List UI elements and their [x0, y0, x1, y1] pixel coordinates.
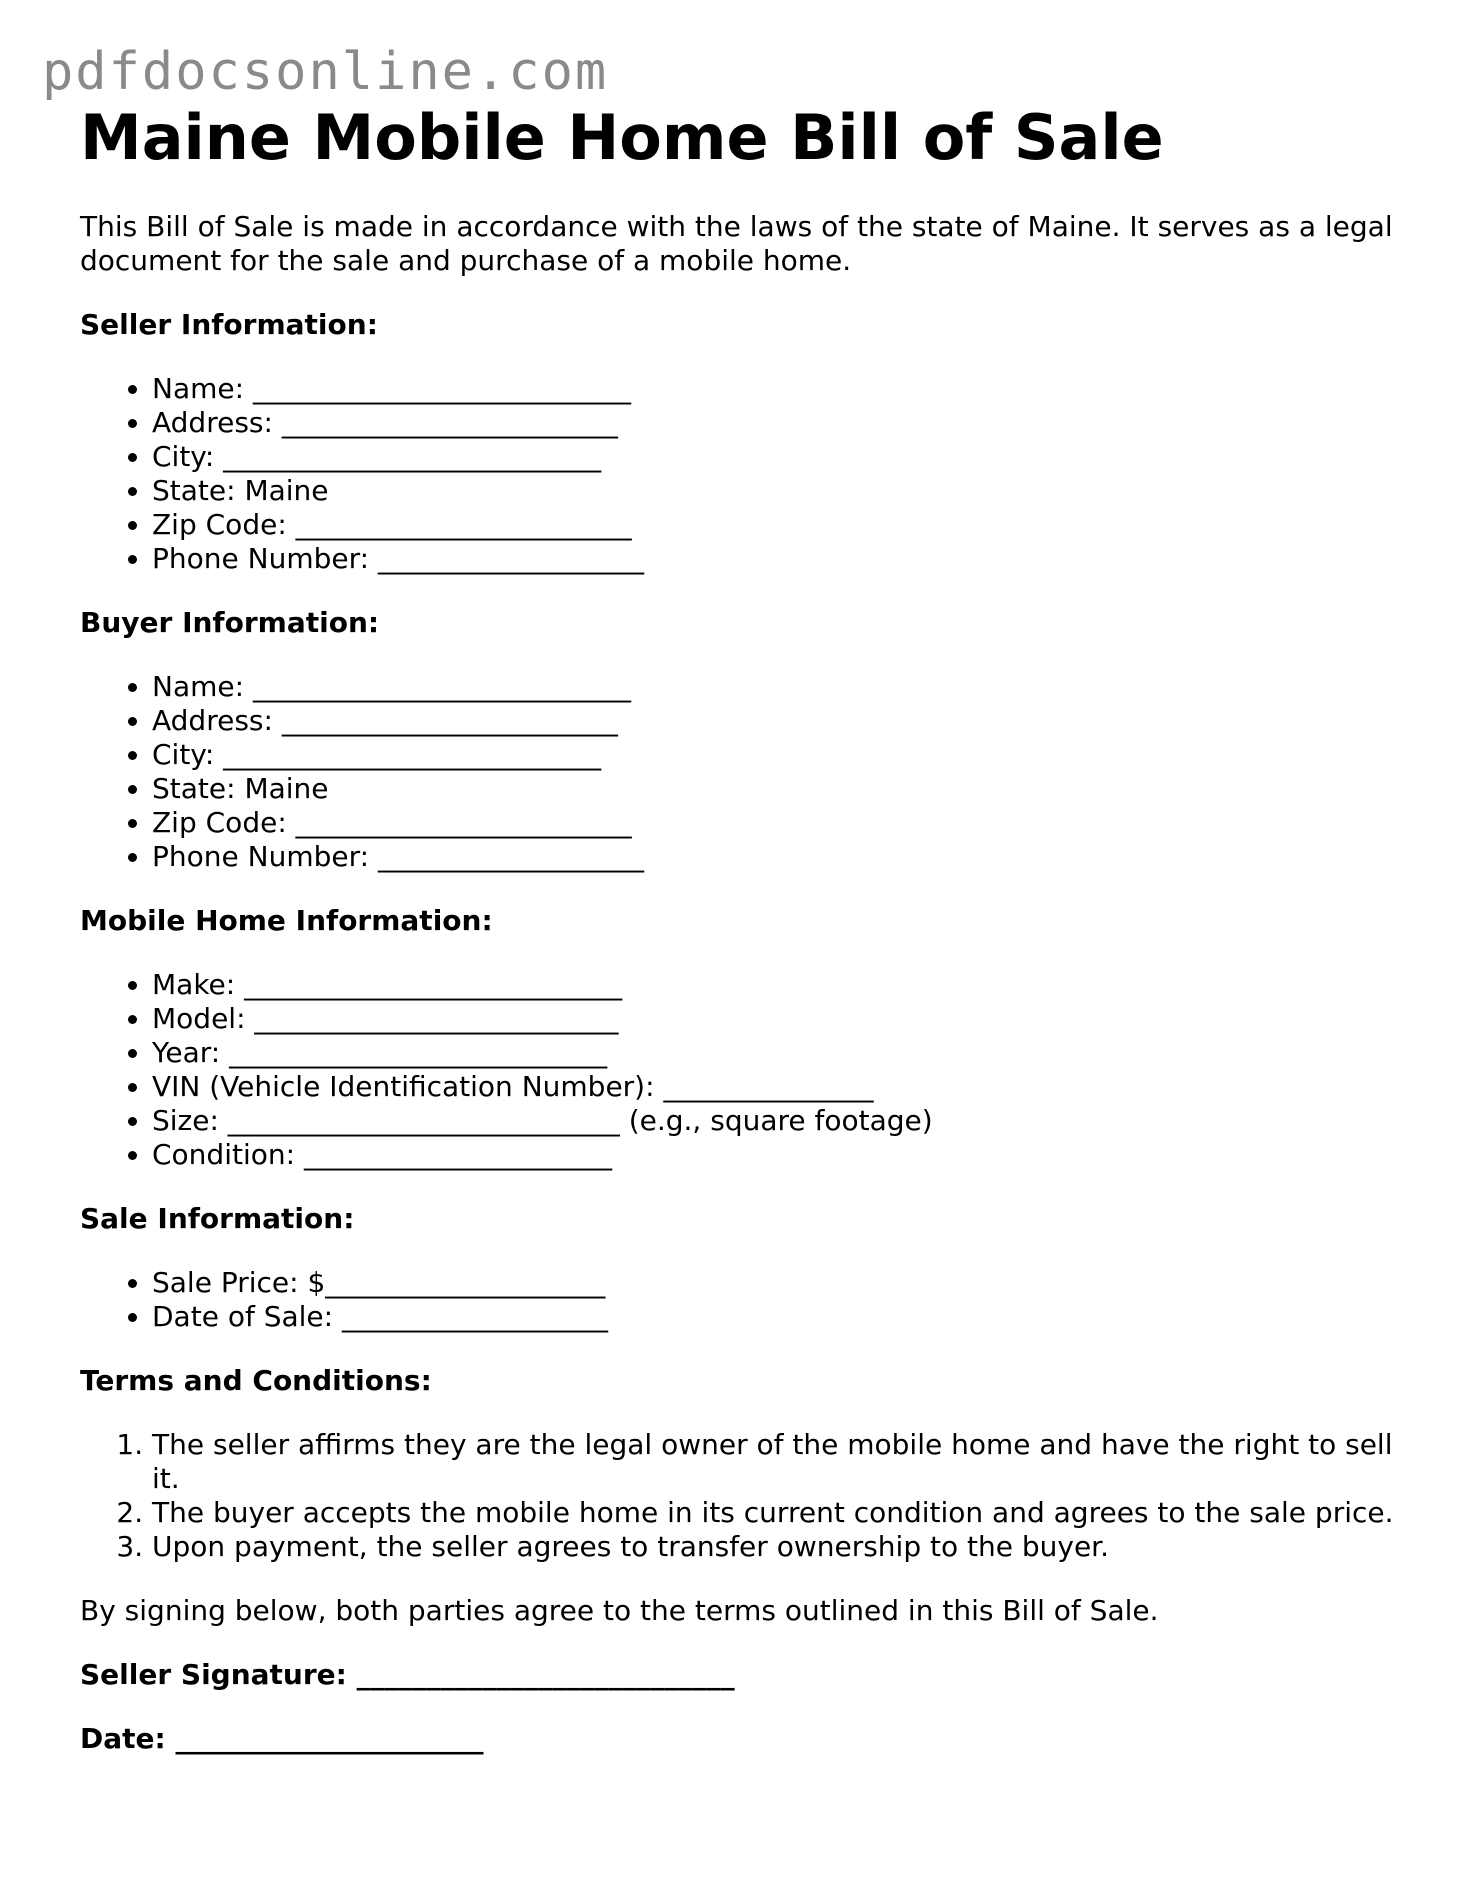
- seller-address-field[interactable]: • Address: ________________________: [152, 406, 1400, 440]
- seller-zip-field[interactable]: • Zip Code: ________________________: [152, 508, 1400, 542]
- term-item: 3. Upon payment, the seller agrees to transfer ownership to the buyer.: [152, 1530, 1400, 1564]
- buyer-city-field[interactable]: • City: ___________________________: [152, 738, 1400, 772]
- vin-field[interactable]: • VIN (Vehicle Identification Number): _______________: [152, 1070, 1400, 1104]
- buyer-name-field[interactable]: • Name: ___________________________: [152, 670, 1400, 704]
- watermark: pdfdocsonline.com: [42, 42, 609, 102]
- seller-state: • State: Maine: [152, 474, 1400, 508]
- buyer-list: [80, 670, 1400, 874]
- seller-city-field[interactable]: • City: ___________________________: [152, 440, 1400, 474]
- make-field[interactable]: • Make: ___________________________: [152, 968, 1400, 1002]
- seller-list: [80, 372, 1400, 576]
- term-item: 1. The seller affirms they are the legal owner of the mobile home and have the right to sell it.: [152, 1428, 1400, 1496]
- buyer-phone-field[interactable]: • Phone Number: ___________________: [152, 840, 1400, 874]
- seller-name-field[interactable]: • Name: ___________________________: [152, 372, 1400, 406]
- intro-paragraph: This Bill of Sale is made in accordance with the laws of the state of Maine. It serves as a legal document for the sale and purchase of a mobile home.: [80, 210, 1393, 277]
- year-field[interactable]: • Year: ___________________________: [152, 1036, 1400, 1070]
- sale-price-field[interactable]: • Sale Price: $____________________: [152, 1266, 1400, 1300]
- sale-date-field[interactable]: • Date of Sale: ___________________: [152, 1300, 1400, 1334]
- closing-statement: By signing below, both parties agree to the terms outlined in this Bill of Sale.: [80, 1594, 1159, 1627]
- terms-heading: Terms and Conditions:: [80, 1364, 432, 1397]
- buyer-heading: Buyer Information:: [80, 606, 380, 639]
- sale-list: [80, 1266, 1400, 1334]
- mobile-home-heading: Mobile Home Information:: [80, 904, 493, 937]
- terms-list: [80, 1428, 1400, 1564]
- condition-field[interactable]: • Condition: ______________________: [152, 1138, 1400, 1172]
- signature-date-field[interactable]: Date: ______________________: [80, 1722, 484, 1755]
- seller-phone-field[interactable]: • Phone Number: ___________________: [152, 542, 1400, 576]
- buyer-zip-field[interactable]: • Zip Code: ________________________: [152, 806, 1400, 840]
- mobile-home-list: [80, 968, 1400, 1172]
- seller-heading: Seller Information:: [80, 308, 378, 341]
- page-title: Maine Mobile Home Bill of Sale: [80, 101, 1164, 174]
- seller-signature-field[interactable]: Seller Signature: ___________________________: [80, 1658, 735, 1691]
- document-body: [80, 102, 1400, 1756]
- buyer-address-field[interactable]: • Address: ________________________: [152, 704, 1400, 738]
- term-item: 2. The buyer accepts the mobile home in its current condition and agrees to the sale price.: [152, 1496, 1400, 1530]
- size-field[interactable]: • Size: ____________________________ (e.g., square footage): [152, 1104, 1400, 1138]
- buyer-state: • State: Maine: [152, 772, 1400, 806]
- model-field[interactable]: • Model: __________________________: [152, 1002, 1400, 1036]
- sale-heading: Sale Information:: [80, 1202, 355, 1235]
